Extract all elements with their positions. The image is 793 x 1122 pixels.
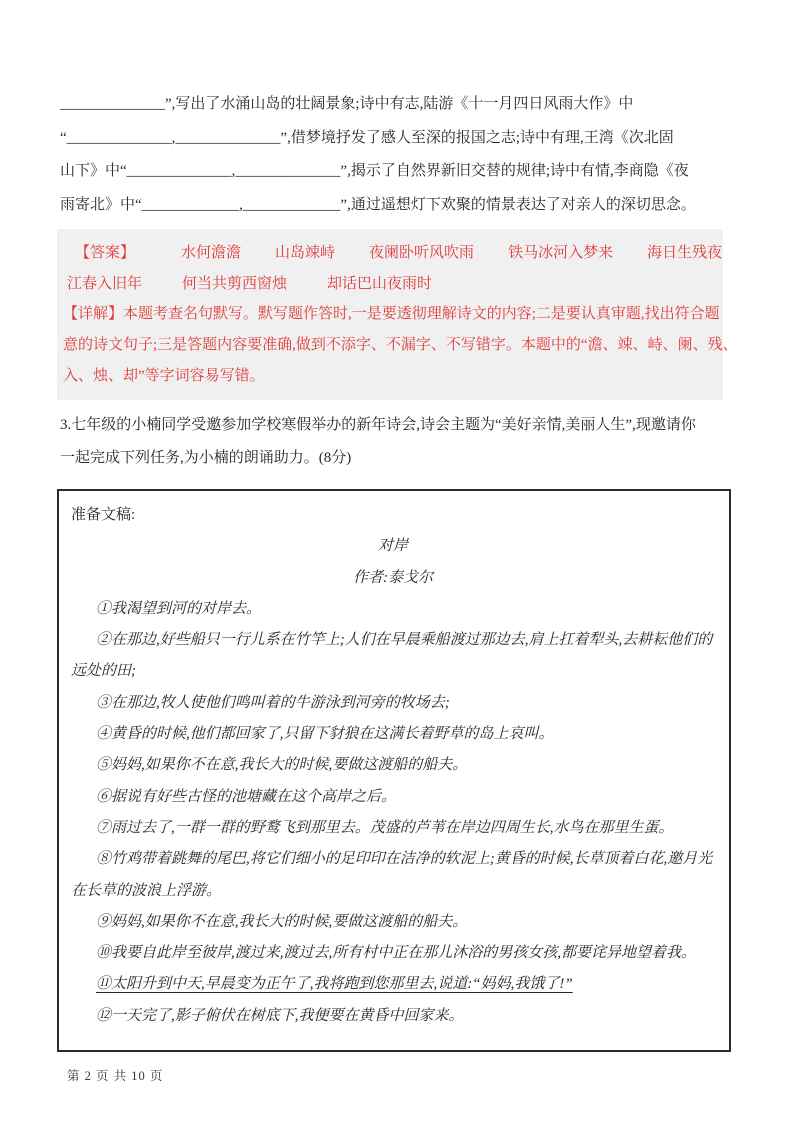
fill-blank-line: 山下》中“______________,______________”,揭示了自然界新旧交替的规律;诗中有情,李商隐《夜 (60, 163, 689, 179)
answer-item: 铁马冰河入梦来 (508, 245, 614, 261)
fill-blank-line: 雨寄北》中“_____________,_____________”,通过遥想灯下欢聚的情景表达了对亲人的深切思念。 (60, 196, 696, 213)
poem-line: ②在那边,好些船只一行儿系在竹竿上;人们在早晨乘船渡过那边去,肩上扛着犁头,去耕耘他们的 (96, 632, 713, 649)
poem-line: ⑩我要自此岸至彼岸,渡过来,渡过去,所有村中正在那儿沐浴的男孩女孩,都要诧异地望着我。 (96, 945, 697, 962)
manuscript-box (57, 489, 731, 1052)
answer-label: 【答案】 (75, 245, 136, 261)
manuscript-heading: 准备文稿: (71, 507, 136, 523)
answer-item: 水何澹澹 (181, 245, 242, 261)
answer-row (63, 269, 717, 300)
answer-item: 海日生残夜 (647, 245, 723, 261)
page-content (60, 88, 738, 1052)
answer-item: 何当共剪西窗烛 (182, 275, 288, 292)
answer-item: 江春入旧年 (67, 275, 143, 292)
fill-blank-line: ______________”,写出了水涌山岛的壮阔景象;诗中有志,陆游《十一月四日风雨大作》中 (60, 96, 634, 112)
answer-row (63, 238, 723, 269)
poem-line: 远处的田; (71, 663, 136, 680)
poem-line: ⑦雨过去了,一群一群的野鹜飞到那里去。茂盛的芦苇在岸边四周生长,水鸟在那里生蛋。 (96, 819, 674, 836)
fill-blank-line: “______________,______________”,借梦境抒发了感人至深的报国之志;诗中有理,王湾《次北固 (60, 129, 674, 146)
answer-item: 却话巴山夜雨时 (327, 275, 433, 292)
poem-line: ③在那边,牧人使他们鸣叫着的牛游泳到河旁的牧场去; (96, 694, 450, 711)
answer-item: 夜阑卧听风吹雨 (369, 245, 475, 261)
answer-item: 山岛竦峙 (275, 245, 336, 261)
poem-line: ④黄昏的时候,他们都回家了,只留下豺狼在这满长着野草的岛上哀叫。 (96, 726, 554, 743)
intro-paragraph (60, 88, 738, 222)
answer-explanation-block (57, 229, 738, 400)
poem-line-underlined: ⑪太阳升到中天,早晨变为正午了,我将跑到您那里去,说道:“妈妈,我饿了!” (96, 976, 573, 993)
poem-line: ⑤妈妈,如果你不在意,我长大的时候,要做这渡船的船夫。 (96, 757, 468, 774)
poem-line: 在长草的波浪上浮游。 (71, 882, 222, 899)
detail-line: 意的诗文句子;三是答题内容要准确,做到不添字、不漏字、不写错字。本题中的“澹、竦、峙、阑、残、 (63, 337, 738, 353)
detail-line: 【详解】本题考查名句默写。默写题作答时,一是要透彻理解诗文的内容;二是要认真审题,找出符合题 (63, 306, 720, 322)
poem-line: ⑥据说有好些古怪的池塘藏在这个高岸之后。 (96, 788, 397, 805)
detail-line: 入、烛、却”等字词容易写错。 (63, 368, 265, 384)
poem-line: ⑨妈妈,如果你不在意,我长大的时候,要做这渡船的船夫。 (96, 913, 468, 930)
poem-line: ⑧竹鸡带着跳舞的尾巴,将它们细小的足印印在洁净的软泥上;黄昏的时候,长草顶着白花,邀月光 (96, 851, 713, 868)
poem-author: 作者:泰戈尔 (353, 569, 433, 586)
question-3-line: 3.七年级的小楠同学受邀参加学校寒假举办的新年诗会,诗会主题为“美好亲情,美丽人生”,现邀请你 (60, 417, 696, 433)
question-3-line: 一起完成下列任务,为小楠的朗诵助力。(8分) (60, 449, 352, 466)
page-footer: 第 2 页 共 10 页 (67, 1069, 164, 1083)
poem-line: ①我渴望到河的对岸去。 (96, 600, 262, 617)
question-3 (60, 409, 738, 474)
poem-line: ⑫一天完了,影子俯伏在树底下,我便要在黄昏中回家来。 (96, 1007, 464, 1024)
poem-title: 对岸 (377, 538, 408, 555)
